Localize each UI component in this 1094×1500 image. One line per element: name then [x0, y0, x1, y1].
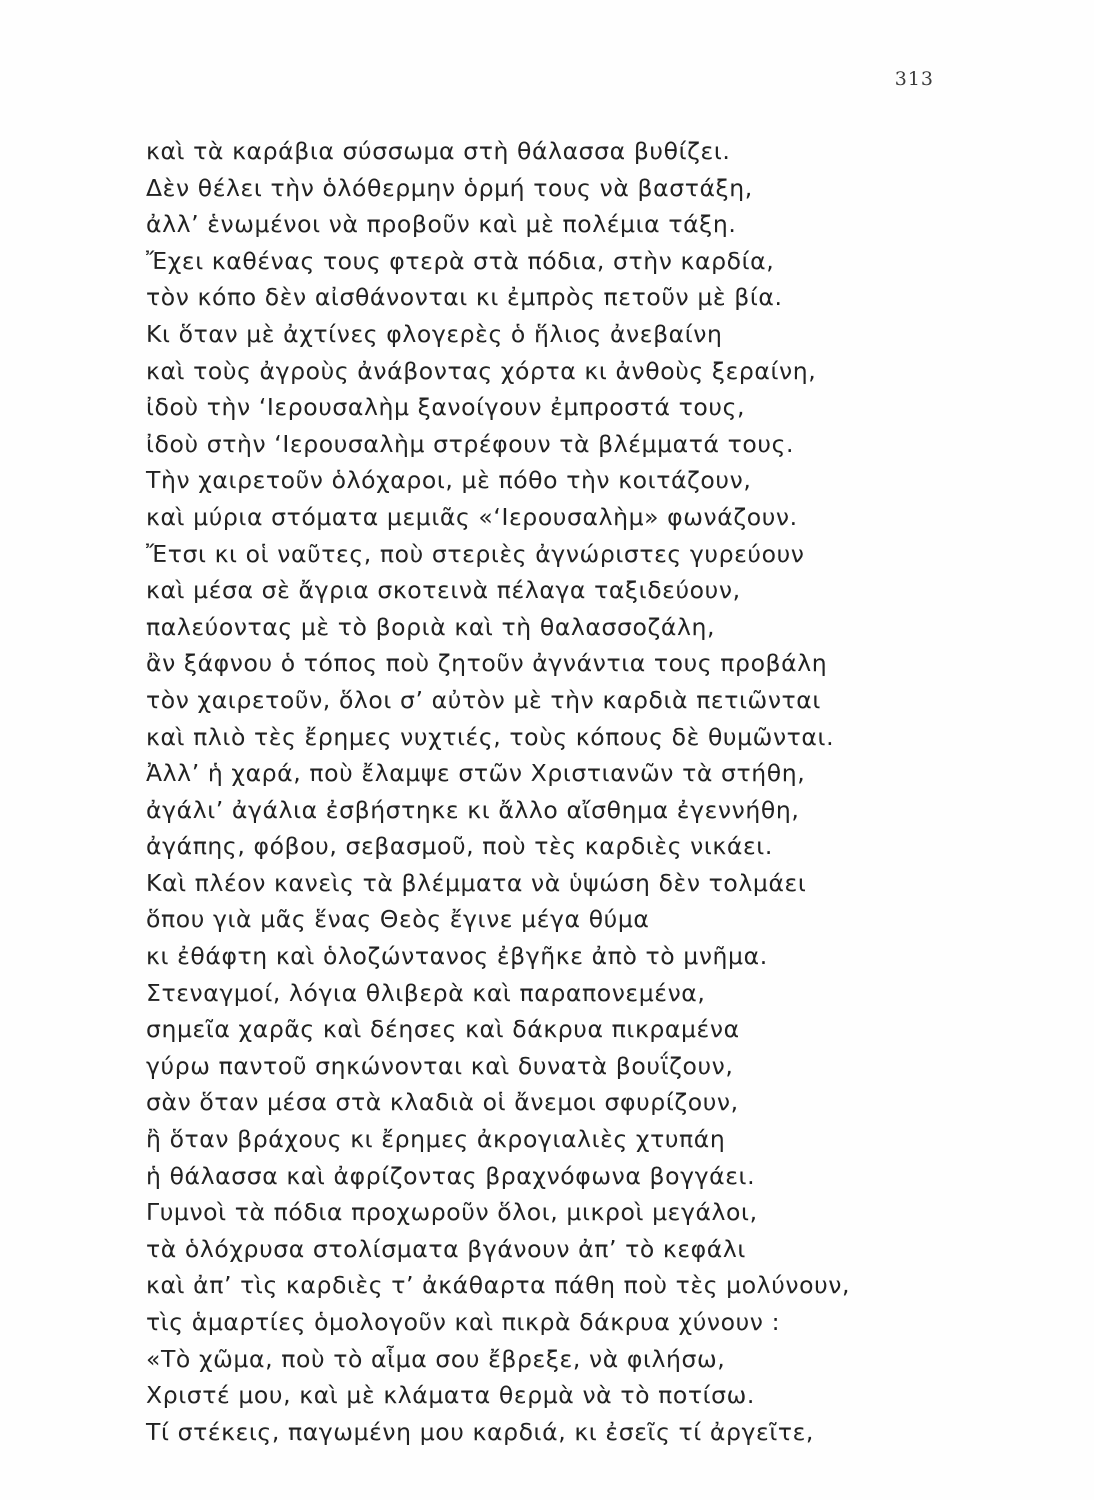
poem-line: «Τὸ χῶμα, ποὺ τὸ αἷμα σου ἔβρεξε, νὰ φιλήσω, — [146, 1344, 726, 1373]
poem-line: σὰν ὅταν μέσα στὰ κλαδιὰ οἱ ἄνεμοι σφυρίζουν, — [146, 1088, 739, 1117]
poem-line: ἀγάπης, φόβου, σεβασμοῦ, ποὺ τὲς καρδιὲς νικάει. — [146, 832, 773, 861]
poem-line: Δὲν θέλει τὴν ὁλόθερμην ὁρμή τους νὰ βαστάξη, — [146, 173, 753, 202]
poem-line: κι ἐθάφτη καὶ ὁλοζώντανος ἐβγῆκε ἀπὸ τὸ μνῆμα. — [146, 942, 768, 971]
poem-line: ἰδοὺ τὴν ‘Ιερουσαλὴμ ξανοίγουν ἐμπροστά τους, — [146, 393, 746, 422]
poem-line: τὶς ἁμαρτίες ὁμολογοῦν καὶ πικρὰ δάκρυα χύνουν : — [146, 1308, 781, 1336]
poem-line: Καὶ πλέον κανεὶς τὰ βλέμματα νὰ ὑψώση δὲν τολμάει — [146, 868, 807, 897]
poem-line: Τί στέκεις, παγωμένη μου καρδιά, κι ἐσεῖς τί ἀργεῖτε, — [146, 1417, 814, 1446]
poem-line: ἀγάλι’ ἀγάλια ἐσβήστηκε κι ἄλλο αἴσθημα ἐγεννήθη, — [146, 795, 800, 824]
poem-line: καὶ μέσα σὲ ἄγρια σκοτεινὰ πέλαγα ταξιδεύουν, — [146, 576, 741, 605]
poem-text — [146, 133, 946, 1450]
poem-line: ἀλλ’ ἑνωμένοι νὰ προβοῦν καὶ μὲ πολέμια τάξη. — [146, 210, 737, 239]
poem-line: παλεύοντας μὲ τὸ βοριὰ καὶ τὴ θαλασσοζάλη, — [146, 612, 716, 641]
poem-line: ἰδοὺ στὴν ‘Ιερουσαλὴμ στρέφουν τὰ βλέμματά τους. — [146, 429, 795, 458]
poem-line: Ἀλλ’ ἡ χαρά, ποὺ ἔλαμψε στῶν Χριστιανῶν τὰ στήθη, — [146, 759, 806, 788]
poem-line: Στεναγμοί, λόγια θλιβερὰ καὶ παραπονεμένα, — [146, 978, 706, 1007]
poem-line: Ἔτσι κι οἱ ναῦτες, ποὺ στεριὲς ἀγνώριστες γυρεύουν — [146, 539, 805, 568]
poem-line: Ἔχει καθένας τους φτερὰ στὰ πόδια, στὴν καρδία, — [146, 246, 775, 275]
poem-line: ἢ ὅταν βράχους κι ἔρημες ἀκρογιαλιὲς χτυπάη — [146, 1125, 726, 1154]
poem-line: Κι ὅταν μὲ ἀχτίνες φλογερὲς ὁ ἥλιος ἀνεβαίνη — [146, 319, 723, 348]
poem-line: καὶ πλιὸ τὲς ἔρημες νυχτιές, τοὺς κόπους δὲ θυμῶνται. — [146, 722, 835, 751]
poem-line: ἡ θάλασσα καὶ ἀφρίζοντας βραχνόφωνα βογγάει. — [146, 1161, 756, 1190]
poem-line: τὰ ὁλόχρυσα στολίσματα βγάνουν ἀπ’ τὸ κεφάλι — [146, 1234, 746, 1263]
poem-line: Τὴν χαιρετοῦν ὁλόχαροι, μὲ πόθο τὴν κοιτάζουν, — [146, 466, 752, 495]
poem-line: γύρω παντοῦ σηκώνονται καὶ δυνατὰ βουΐζουν, — [146, 1051, 734, 1080]
poem-line: καὶ ἀπ’ τὶς καρδιὲς τ’ ἀκάθαρτα πάθη ποὺ τὲς μολύνουν, — [146, 1271, 851, 1300]
poem-line: καὶ τὰ καράβια σύσσωμα στὴ θάλασσα βυθίζει. — [146, 137, 731, 165]
poem-line: σημεῖα χαρᾶς καὶ δέησες καὶ δάκρυα πικραμένα — [146, 1015, 740, 1044]
poem-line: καὶ μύρια στόματα μεμιᾶς «‘Ιερουσαλὴμ» φωνάζουν. — [146, 502, 798, 531]
poem-line: ἂν ξάφνου ὁ τόπος ποὺ ζητοῦν ἀγνάντια τους προβάλη — [146, 649, 828, 678]
page-number: 313 — [894, 68, 934, 90]
poem-line: Γυμνοὶ τὰ πόδια προχωροῦν ὅλοι, μικροὶ μεγάλοι, — [146, 1198, 758, 1227]
poem-line: Χριστέ μου, καὶ μὲ κλάματα θερμὰ νὰ τὸ ποτίσω. — [146, 1381, 755, 1410]
poem-line: τὸν χαιρετοῦν, ὅλοι σ’ αὐτὸν μὲ τὴν καρδιὰ πετιῶνται — [146, 685, 821, 714]
poem-line: καὶ τοὺς ἀγροὺς ἀνάβοντας χόρτα κι ἀνθοὺς ξεραίνη, — [146, 356, 817, 385]
poem-line: ὅπου γιὰ μᾶς ἕνας Θεὸς ἔγινε μέγα θύμα — [146, 905, 650, 934]
poem-line: τὸν κόπο δὲν αἰσθάνονται κι ἐμπρὸς πετοῦν μὲ βία. — [146, 283, 783, 312]
